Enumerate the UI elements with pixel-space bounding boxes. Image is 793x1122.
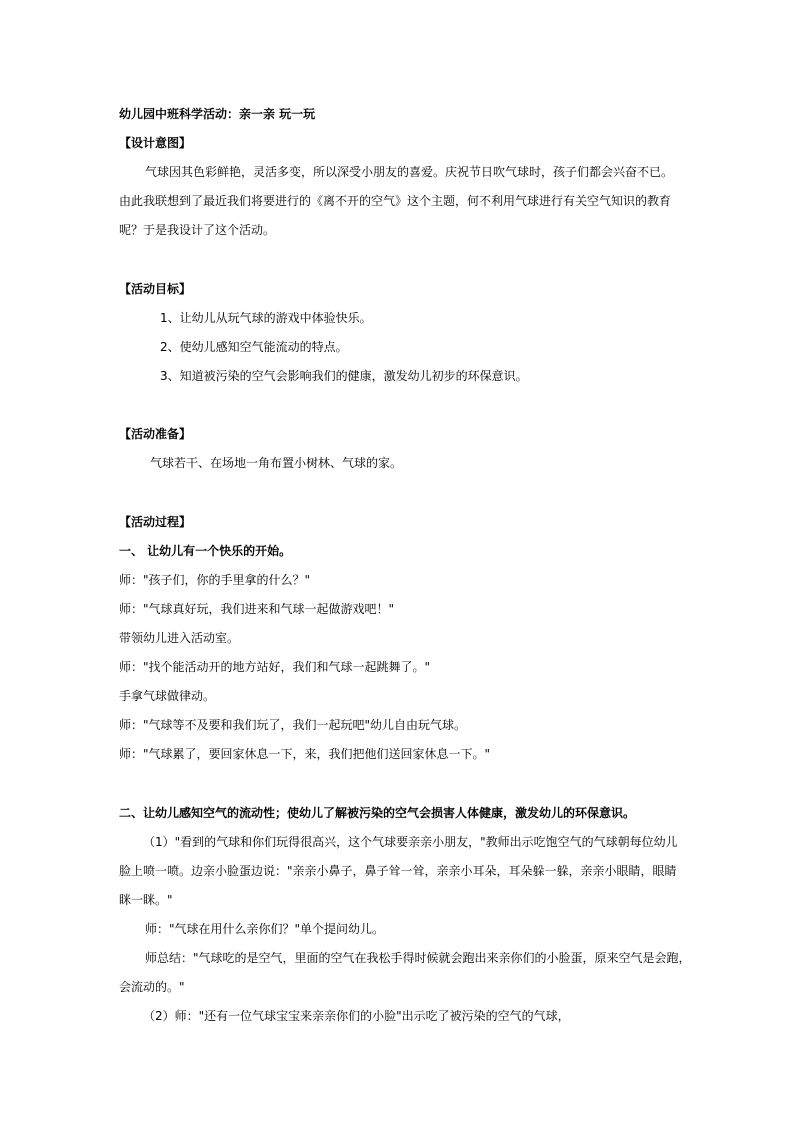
design-intent-line-1: 气球因其色彩鲜艳，灵活多变，所以深受小朋友的喜爱。庆祝节日吹气球时，孩子们都会兴奋不已。 (145, 165, 674, 179)
part2-para2: （2）师："还有一位气球宝宝来亲亲你们的小脸"出示吃了被污染的空气的气球， (143, 1009, 570, 1023)
part2-para1-line-1: （1）"看到的气球和你们玩得很高兴，这个气球要亲亲小朋友，"教师出示吃饱空气的气球朝每位幼儿 (143, 835, 678, 849)
part1-line-5: 手拿气球做律动。 (119, 689, 216, 703)
part2-summary-line-2: 会流动的。" (119, 980, 185, 994)
part1-title: 一、 让幼儿有一个快乐的开始。 (119, 544, 292, 558)
part1-line-6: 师："气球等不及要和我们玩了，我们一起玩吧"幼儿自由玩气球。 (119, 718, 467, 732)
goal-item-1: 1、让幼儿从玩气球的游戏中体验快乐。 (160, 311, 372, 325)
part2-para1-line-3: 眯一眯。" (119, 893, 173, 907)
part2-question: 师："气球在用什么亲你们？"单个提问幼儿。 (145, 922, 385, 936)
part2-title: 二、让幼儿感知空气的流动性；使幼儿了解被污染的空气会损害人体健康，激发幼儿的环保意识。 (119, 806, 636, 820)
design-intent-line-3: 呢？于是我设计了这个活动。 (119, 223, 276, 237)
part1-line-1: 师："孩子们，你的手里拿的什么？" (119, 573, 311, 587)
goal-item-3: 3、知道被污染的空气会影响我们的健康，激发幼儿初步的环保意识。 (160, 369, 528, 383)
part1-line-4: 师："找个能活动开的地方站好，我们和气球一起跳舞了。" (119, 660, 431, 674)
part2-para1-line-2: 脸上喷一喷。边亲小脸蛋边说："亲亲小鼻子，鼻子耸一耸，亲亲小耳朵，耳朵躲一躲，亲亲小眼睛，眼睛 (119, 864, 677, 878)
goals-heading: 【活动目标】 (119, 282, 192, 296)
design-intent-heading: 【设计意图】 (119, 136, 192, 150)
part1-line-2: 师："气球真好玩，我们进来和气球一起做游戏吧！" (119, 602, 395, 616)
process-heading: 【活动过程】 (119, 515, 192, 529)
preparation-text: 气球若干、在场地一角布置小树林、气球的家。 (150, 456, 403, 470)
design-intent-line-2: 由此我联想到了最近我们将要进行的《离不开的空气》这个主题，何不利用气球进行有关空气知识的教育 (119, 194, 672, 208)
goal-item-2: 2、使幼儿感知空气能流动的特点。 (160, 340, 348, 354)
part2-summary-line-1: 师总结："气球吃的是空气，里面的空气在我松手得时候就会跑出来亲你们的小脸蛋，原来空气是会跑， (145, 951, 691, 965)
part1-line-7: 师："气球累了，要回家休息一下，来，我们把他们送回家休息一下。" (119, 747, 491, 761)
preparation-heading: 【活动准备】 (119, 427, 192, 441)
part1-line-3: 带领幼儿进入活动室。 (119, 631, 240, 645)
document-title: 幼儿园中班科学活动：亲一亲 玩一玩 (119, 107, 316, 121)
